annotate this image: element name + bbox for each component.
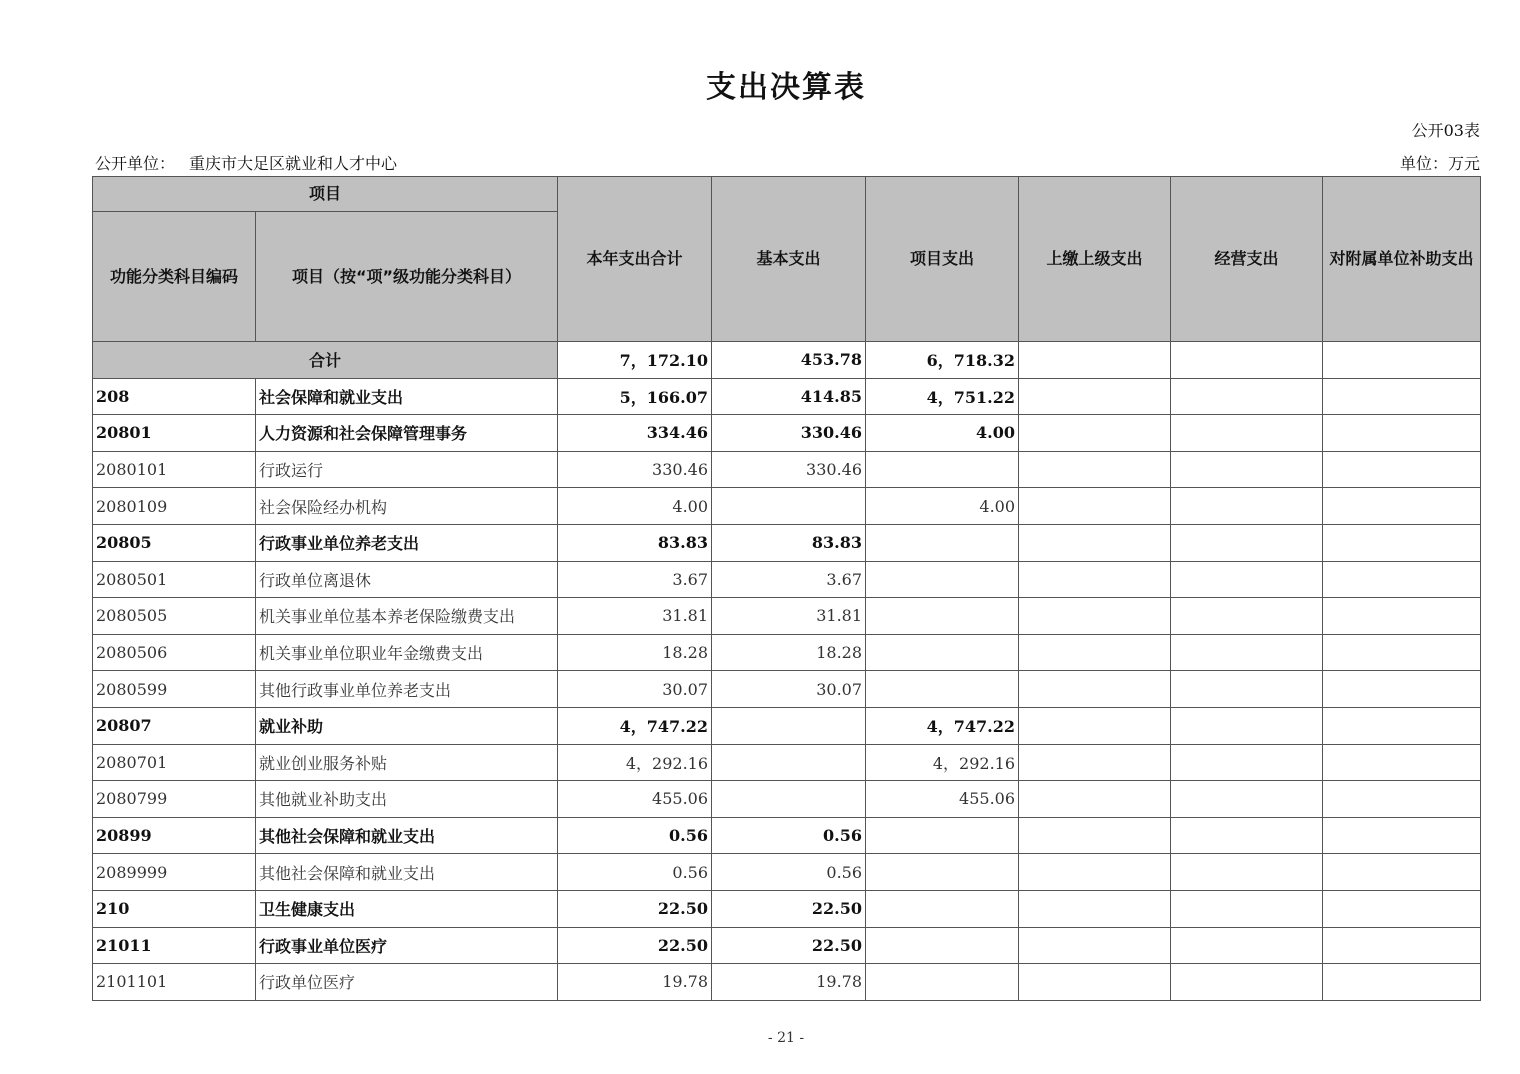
basic-cell: 22.50: [712, 927, 866, 964]
total-cell: 455.06: [558, 781, 712, 818]
project-cell: 455.06: [866, 781, 1019, 818]
business-cell: [1171, 378, 1323, 415]
subsidy-cell: [1323, 817, 1481, 854]
basic-cell: 18.28: [712, 634, 866, 671]
subsidy-cell: [1323, 561, 1481, 598]
business-cell: [1171, 561, 1323, 598]
table-row: [93, 927, 1481, 964]
table-row: [93, 598, 1481, 635]
upper-cell: [1019, 671, 1171, 708]
total-label: 合计: [93, 342, 558, 379]
basic-cell: [712, 781, 866, 818]
business-cell: [1171, 744, 1323, 781]
currency-unit: 单位：万元: [1399, 154, 1480, 173]
total-cell: 0.56: [558, 854, 712, 891]
total-cell: 330.46: [558, 451, 712, 488]
total-cell: 3.67: [558, 561, 712, 598]
table-row: [93, 451, 1481, 488]
table-row: [93, 561, 1481, 598]
name-cell: 行政单位离退休: [256, 561, 558, 598]
header-subsidy: 对附属单位补助支出: [1323, 177, 1481, 342]
code-cell: 208: [93, 378, 256, 415]
basic-cell: 30.07: [712, 671, 866, 708]
project-cell: 4，292.16: [866, 744, 1019, 781]
upper-cell: [1019, 488, 1171, 525]
business-cell: [1171, 598, 1323, 635]
reporting-unit: [95, 151, 397, 174]
table-row: [93, 744, 1481, 781]
basic-cell: 330.46: [712, 415, 866, 452]
table-row: [93, 671, 1481, 708]
basic-cell: [712, 488, 866, 525]
business-cell: [1171, 671, 1323, 708]
total-cell: 18.28: [558, 634, 712, 671]
subsidy-cell: [1323, 671, 1481, 708]
header-total: 本年支出合计: [558, 177, 712, 342]
subsidy-cell: [1323, 854, 1481, 891]
table-row: [93, 890, 1481, 927]
subsidy-cell: [1323, 744, 1481, 781]
page-number: - 21 -: [767, 1030, 805, 1046]
table-row: [93, 817, 1481, 854]
expenditure-table: [92, 176, 1481, 1001]
business-cell: [1171, 781, 1323, 818]
code-cell: 210: [93, 890, 256, 927]
basic-cell: 31.81: [712, 598, 866, 635]
upper-cell: [1019, 561, 1171, 598]
header-basic: 基本支出: [712, 177, 866, 342]
business-cell: [1171, 927, 1323, 964]
project-cell: [866, 561, 1019, 598]
code-cell: 2080109: [93, 488, 256, 525]
project-cell: [866, 634, 1019, 671]
table-row: [93, 524, 1481, 561]
code-cell: 20805: [93, 524, 256, 561]
name-cell: 社会保障和就业支出: [256, 378, 558, 415]
project-cell: [866, 964, 1019, 1001]
business-cell: [1171, 342, 1323, 379]
total-cell: 19.78: [558, 964, 712, 1001]
header-project-expense: 项目支出: [866, 177, 1019, 342]
basic-cell: [712, 707, 866, 744]
subsidy-cell: [1323, 598, 1481, 635]
upper-cell: [1019, 634, 1171, 671]
basic-cell: 22.50: [712, 890, 866, 927]
page-title: 支出决算表: [706, 70, 866, 105]
subsidy-cell: [1323, 927, 1481, 964]
code-cell: 2080799: [93, 781, 256, 818]
table-row: [93, 964, 1481, 1001]
project-cell: [866, 671, 1019, 708]
subsidy-cell: [1323, 488, 1481, 525]
header-project-group: 项目: [93, 177, 558, 212]
table-row: [93, 378, 1481, 415]
project-cell: [866, 854, 1019, 891]
name-cell: 其他社会保障和就业支出: [256, 854, 558, 891]
project-cell: [866, 817, 1019, 854]
upper-cell: [1019, 890, 1171, 927]
total-cell: 22.50: [558, 927, 712, 964]
basic-cell: 83.83: [712, 524, 866, 561]
total-cell: 30.07: [558, 671, 712, 708]
name-cell: 社会保险经办机构: [256, 488, 558, 525]
upper-cell: [1019, 817, 1171, 854]
upper-cell: [1019, 781, 1171, 818]
code-cell: 2080599: [93, 671, 256, 708]
upper-cell: [1019, 598, 1171, 635]
table-row: [93, 415, 1481, 452]
subsidy-cell: [1323, 890, 1481, 927]
table-row: [93, 707, 1481, 744]
basic-cell: 330.46: [712, 451, 866, 488]
code-cell: 2080501: [93, 561, 256, 598]
total-cell: 4，292.16: [558, 744, 712, 781]
code-cell: 2080101: [93, 451, 256, 488]
upper-cell: [1019, 378, 1171, 415]
name-cell: 人力资源和社会保障管理事务: [256, 415, 558, 452]
project-cell: [866, 927, 1019, 964]
basic-cell: 453.78: [712, 342, 866, 379]
name-cell: 卫生健康支出: [256, 890, 558, 927]
upper-cell: [1019, 524, 1171, 561]
business-cell: [1171, 854, 1323, 891]
total-cell: 0.56: [558, 817, 712, 854]
subsidy-cell: [1323, 342, 1481, 379]
subsidy-cell: [1323, 707, 1481, 744]
total-row: [93, 342, 1481, 379]
project-cell: 6，718.32: [866, 342, 1019, 379]
upper-cell: [1019, 744, 1171, 781]
code-cell: 2080505: [93, 598, 256, 635]
unit-name: 重庆市大足区就业和人才中心: [189, 154, 398, 173]
table-row: [93, 854, 1481, 891]
name-cell: 机关事业单位基本养老保险缴费支出: [256, 598, 558, 635]
upper-cell: [1019, 451, 1171, 488]
subsidy-cell: [1323, 524, 1481, 561]
subsidy-cell: [1323, 415, 1481, 452]
business-cell: [1171, 415, 1323, 452]
upper-cell: [1019, 927, 1171, 964]
header-code: 功能分类科目编码: [93, 212, 256, 342]
name-cell: 就业补助: [256, 707, 558, 744]
basic-cell: 0.56: [712, 854, 866, 891]
name-cell: 其他就业补助支出: [256, 781, 558, 818]
total-cell: 4，747.22: [558, 707, 712, 744]
upper-cell: [1019, 854, 1171, 891]
business-cell: [1171, 524, 1323, 561]
header-upper-level: 上缴上级支出: [1019, 177, 1171, 342]
subsidy-cell: [1323, 781, 1481, 818]
name-cell: 就业创业服务补贴: [256, 744, 558, 781]
code-cell: 2089999: [93, 854, 256, 891]
name-cell: 其他社会保障和就业支出: [256, 817, 558, 854]
business-cell: [1171, 488, 1323, 525]
form-number: 公开03表: [1411, 121, 1480, 140]
total-cell: 5，166.07: [558, 378, 712, 415]
business-cell: [1171, 634, 1323, 671]
project-cell: 4，747.22: [866, 707, 1019, 744]
basic-cell: [712, 744, 866, 781]
code-cell: 21011: [93, 927, 256, 964]
project-cell: [866, 451, 1019, 488]
upper-cell: [1019, 342, 1171, 379]
name-cell: 行政事业单位养老支出: [256, 524, 558, 561]
code-cell: 20807: [93, 707, 256, 744]
basic-cell: 19.78: [712, 964, 866, 1001]
total-cell: 22.50: [558, 890, 712, 927]
subsidy-cell: [1323, 451, 1481, 488]
total-cell: 7，172.10: [558, 342, 712, 379]
name-cell: 行政运行: [256, 451, 558, 488]
code-cell: 20899: [93, 817, 256, 854]
subsidy-cell: [1323, 378, 1481, 415]
basic-cell: 414.85: [712, 378, 866, 415]
upper-cell: [1019, 707, 1171, 744]
total-cell: 31.81: [558, 598, 712, 635]
project-cell: 4.00: [866, 488, 1019, 525]
table-row: [93, 488, 1481, 525]
header-business: 经营支出: [1171, 177, 1323, 342]
name-cell: 机关事业单位职业年金缴费支出: [256, 634, 558, 671]
total-cell: 334.46: [558, 415, 712, 452]
code-cell: 2080506: [93, 634, 256, 671]
business-cell: [1171, 817, 1323, 854]
business-cell: [1171, 451, 1323, 488]
project-cell: 4.00: [866, 415, 1019, 452]
name-cell: 其他行政事业单位养老支出: [256, 671, 558, 708]
unit-label: 公开单位：: [95, 154, 176, 173]
basic-cell: 0.56: [712, 817, 866, 854]
subsidy-cell: [1323, 964, 1481, 1001]
total-cell: 4.00: [558, 488, 712, 525]
project-cell: [866, 598, 1019, 635]
name-cell: 行政单位医疗: [256, 964, 558, 1001]
header-item-name: 项目（按“项”级功能分类科目）: [256, 212, 558, 342]
business-cell: [1171, 964, 1323, 1001]
upper-cell: [1019, 415, 1171, 452]
basic-cell: 3.67: [712, 561, 866, 598]
business-cell: [1171, 707, 1323, 744]
subsidy-cell: [1323, 634, 1481, 671]
code-cell: 20801: [93, 415, 256, 452]
project-cell: [866, 524, 1019, 561]
upper-cell: [1019, 964, 1171, 1001]
table-row: [93, 634, 1481, 671]
total-cell: 83.83: [558, 524, 712, 561]
project-cell: 4，751.22: [866, 378, 1019, 415]
business-cell: [1171, 890, 1323, 927]
name-cell: 行政事业单位医疗: [256, 927, 558, 964]
code-cell: 2101101: [93, 964, 256, 1001]
table-row: [93, 781, 1481, 818]
code-cell: 2080701: [93, 744, 256, 781]
project-cell: [866, 890, 1019, 927]
